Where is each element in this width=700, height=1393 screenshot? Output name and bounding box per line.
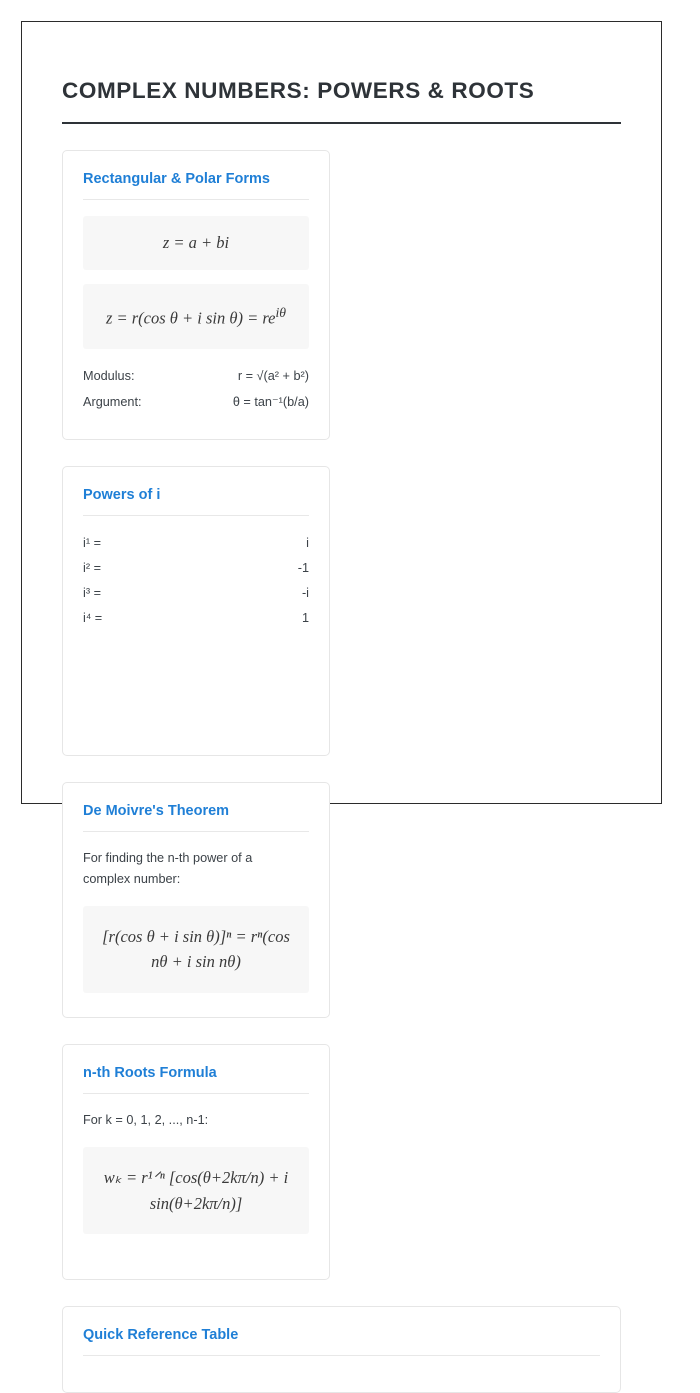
formula-de-moivre: [83, 906, 309, 993]
formula-text: z = a + bi: [162, 233, 230, 253]
power-value: -1: [297, 561, 309, 576]
title-divider: [62, 122, 621, 124]
modulus-label: Modulus:: [83, 369, 135, 384]
card-title-powers-of-i: Powers of i: [83, 487, 161, 503]
card-rectangular-polar-forms: [62, 150, 330, 440]
power-value: 1: [301, 611, 309, 626]
power-value: i: [306, 536, 309, 551]
card-divider: [83, 515, 309, 516]
list-item: [83, 390, 309, 416]
formula-polar-form: [83, 284, 309, 349]
card-divider: [83, 831, 309, 832]
card-title-quick-reference-table: Quick Reference Table: [83, 1327, 239, 1343]
list-item: [83, 557, 309, 582]
card-divider: [83, 1355, 600, 1356]
list-item: [83, 582, 309, 607]
list-item: [83, 365, 309, 390]
argument-label: Argument:: [83, 395, 142, 410]
page-frame: [21, 21, 662, 1343]
card-quick-reference-table: [62, 1306, 621, 1393]
list-item: [83, 607, 309, 632]
card-powers-of-i: [62, 466, 330, 756]
power-value: -i: [301, 586, 309, 601]
power-label: i³ =: [83, 586, 101, 601]
power-label: i¹ =: [83, 536, 101, 551]
formula-rectangular-form: [83, 216, 309, 270]
card-divider: [83, 1093, 309, 1094]
card-de-moivres-theorem: [62, 782, 330, 1018]
list-item: [83, 532, 309, 557]
nth-roots-description: For k = 0, 1, 2, ..., n-1:: [83, 1113, 209, 1128]
page-title: COMPLEX NUMBERS: POWERS & ROOTS: [62, 78, 535, 103]
power-label: i⁴ =: [83, 611, 103, 626]
document-sheet: [22, 22, 661, 1393]
card-title-rectangular-polar-forms: Rectangular & Polar Forms: [83, 171, 270, 187]
card-divider: [83, 199, 309, 200]
card-nth-roots-formula: [62, 1044, 330, 1280]
formula-text: wₖ = r¹ᐟⁿ [cos(θ+2kπ/n) + i sin(θ+2kπ/n)]: [103, 1167, 289, 1213]
formula-text: [r(cos θ + i sin θ)]ⁿ = rⁿ(cos nθ + i sin nθ): [102, 926, 290, 972]
formula-exponent: iθ: [275, 304, 287, 320]
card-title-nth-roots-formula: n-th Roots Formula: [83, 1065, 217, 1081]
modulus-value: r = √(a² + b²): [237, 369, 309, 384]
power-label: i² =: [83, 561, 101, 576]
card-grid: [62, 150, 621, 1393]
argument-value: θ = tan⁻¹(b/a): [232, 395, 309, 410]
card-title-de-moivres-theorem: De Moivre's Theorem: [83, 803, 230, 819]
formula-text: z = r(cos θ + i sin θ) = re: [105, 308, 276, 328]
formula-nth-roots: [83, 1147, 309, 1234]
de-moivre-description: For finding the n-th power of a complex number:: [83, 851, 253, 886]
